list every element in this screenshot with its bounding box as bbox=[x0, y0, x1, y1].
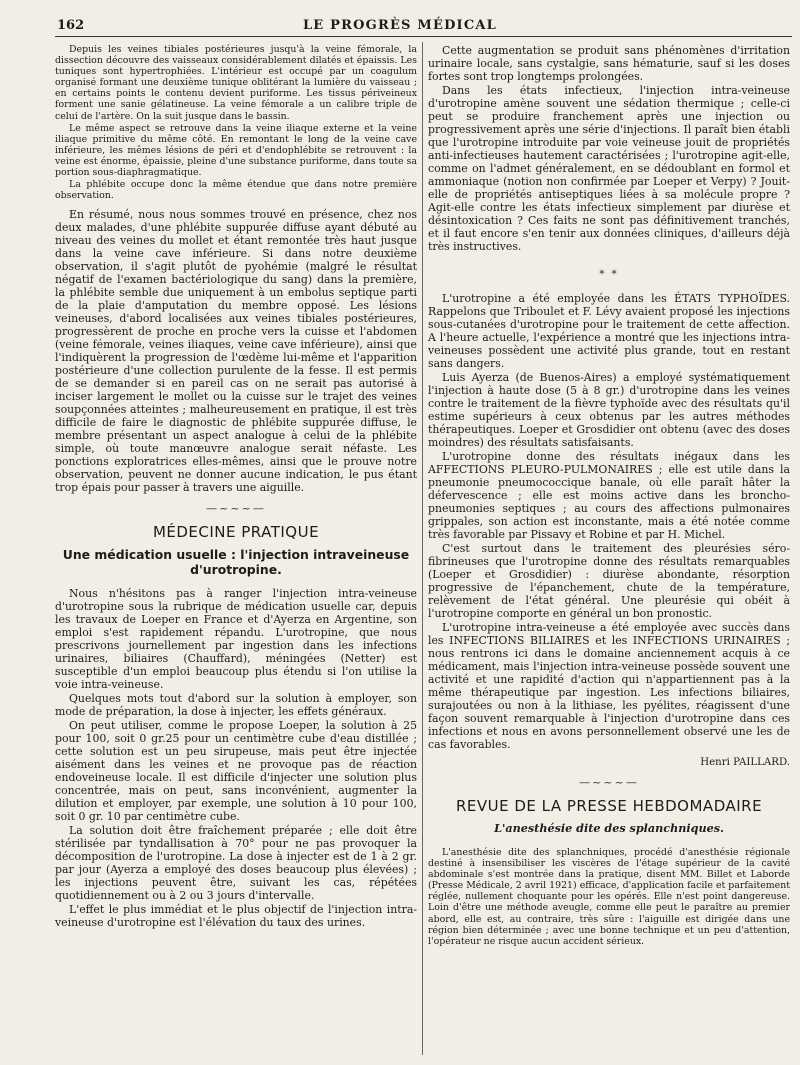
left-column bbox=[55, 44, 417, 930]
article-paragraph: On peut utiliser, comme le propose Loeper, la solution à 25 pour 100, soit 0 gr.25 pour un centimètre cube d'eau distillée ; cette solution est un peu sirupeuse, mais peut être injectée aisément dans les veines et ne provoque pas de réaction endoveineuse locale. Il est difficile d'injecter une solution plus concentrée, mais on peut, sans inconvénient, augmenter la dilution et employer, par exemple, une solution à 10 pour 100, soit 0 gr. 10 par centimètre cube. bbox=[55, 719, 417, 824]
article-title: Une médication usuelle : l'injection intraveineuse d'urotropine. bbox=[62, 547, 410, 578]
article-paragraph: La solution doit être fraîchement préparée ; elle doit être stérilisée par tyndallisation à 70° pour ne pas provoquer la décomposition de l'urotropine. La dose à injecter est de 1 à 2 gr. par jour (Ayerza a employé des doses beaucoup plus élevées) ; les injections peuvent être, suivant les cas, répétées quotidiennement ou à 2 ou 3 jours d'intervalle. bbox=[55, 824, 417, 903]
article-paragraph: L'urotropine donne des résultats inégaux dans les AFFECTIONS PLEURO-PULMONAIRES ; elle est utile dans la pneumonie pneumococcique banale, où elle paraît hâter la défervescence ; elle est moins active dans les broncho-pneumonies septiques ; au cours des affections pulmonaires grippales, son action est inconstante, mais a été notée comme très favorable par Pissavy et Robine et par H. Michel. bbox=[428, 450, 790, 541]
article-paragraph: L'effet le plus immédiat et le plus objectif de l'injection intra-veineuse d'urotropine est l'élévation du taux des urines. bbox=[55, 903, 417, 930]
section-stars: * * bbox=[599, 269, 619, 280]
article-paragraph: Luis Ayerza (de Buenos-Aires) a employé systématiquement l'injection à haute dose (5 à 8 gr.) d'urotropine dans les veines contre le traitement de la fièvre typhoïde avec des résultats qu'il estime supérieurs à ceux obtenus par les autres méthodes thérapeutiques. Loeper et Grosdidier ont obtenu (avec des doses moindres) des résultats satisfaisants. bbox=[428, 371, 790, 449]
page-number: 162 bbox=[57, 18, 85, 33]
article-paragraph: L'urotropine a été employée dans les ÉTATS TYPHOÏDES. Rappelons que Triboulet et F. Lévy avaient proposé les injections sous-cutanées d'urotropine pour le traitement de cette affection. A l'heure actuelle, l'expérience a montré que les injections intra-veineuses possèdent une activité plus grande, tout en restant sans dangers. bbox=[428, 292, 790, 370]
section-title: REVUE DE LA PRESSE HEBDOMADAIRE bbox=[455, 797, 763, 815]
right-column bbox=[428, 44, 790, 948]
ornament-divider: —~~~— bbox=[206, 502, 266, 516]
summary-paragraph: En résumé, nous nous sommes trouvé en présence, chez nos deux malades, d'une phlébite suppurée diffuse ayant débuté au niveau des veines du mollet et étant remontée très haut jusque dans la veine cave inférieure. Si dans notre deuxième observation, il s'agit plutôt de pyohémie (malgré le résultat négatif de l'examen bactériologique du sang) dans la première, la phlébite semble due uniquement à un embolus septique parti de la plaie d'amputation du membre opposé. Les lésions veineuses, d'abord localisées aux veines tibiales postérieures, progressèrent de proche en proche vers la cuisse et l'abdomen (veine fémorale, veines iliaques, veine cave inférieure), ainsi que l'indiquèrent la progression de l'œdème lui-même et l'apparition postérieure d'une collection purulente de la fesse. Il est permis de se demander si en pareil cas on ne serait pas autorisé à inciser largement le mollet ou la cuisse sur le trajet des veines soupçonnées atteintes ; malheureusement en pratique, il est très difficile de faire le diagnostic de phlébite suppurée diffuse, le membre présentant un aspect analogue à celui de la phlébite simple, où toute manœuvre analogue serait néfaste. Les ponctions exploratrices elles-mêmes, ainsi que le prouve notre observation, peuvent ne donner aucune indication, le pus étant trop épais pour passer à travers une aiguille. bbox=[55, 208, 417, 495]
article-paragraph: Quelques mots tout d'abord sur la solution à employer, son mode de préparation, la dose à injecter, les effets généraux. bbox=[55, 692, 417, 719]
article-paragraph: Cette augmentation se produit sans phénomènes d'irritation urinaire locale, sans cystalgie, sans hématurie, sauf si les doses fortes sont trop longtemps prolongées. bbox=[428, 44, 790, 83]
running-title: LE PROGRÈS MÉDICAL bbox=[302, 18, 498, 33]
ornament-divider: —~~~— bbox=[579, 776, 639, 789]
article-paragraph: Nous n'hésitons pas à ranger l'injection intra-veineuse d'urotropine sous la rubrique de médication usuelle car, depuis les travaux de Loeper en France et d'Ayerza en Argentine, son emploi s'est rapidement répandu. L'urotropine, que nous prescrivons journellement par ingestion dans les infections urinaires, biliaires (Chauffard), méningées (Netter) est susceptible d'un emploi beaucoup plus étendu si l'on utilise la voie intra-veineuse. bbox=[55, 587, 417, 692]
press-paragraph: L'anesthésie dite des splanchniques, procédé d'anesthésie régionale destiné à insensibiliser les viscères de l'étage supérieur de la cavité abdominale s'est montrée dans la pratique, disent MM. Billet et Laborde (Presse Médicale, 2 avril 1921) efficace, d'application facile et parfaitement réglée, nullement choquante pour les opérés. Elle n'est point dangereuse. Loin d'être une méthode aveugle, comme elle peut le paraître au premier abord, elle est, au contraire, très sûre : l'aiguille est dirigée dans une région bien déterminée ; avec une bonne technique et un peu d'attention, l'opérateur ne risque aucun accident sérieux. bbox=[428, 847, 790, 947]
observation-paragraph: Le même aspect se retrouve dans la veine iliaque externe et la veine iliaque primitive du même côté. En remontant le long de la veine cave inférieure, les mêmes lésions de péri et d'endophlébite se retrouvent : la veine est énorme, épaissie, pleine d'une substance puriforme, dans toute sa portion sous-diaphragmatique. bbox=[55, 122, 417, 179]
author-signature: Henri PAILLARD. bbox=[700, 757, 790, 768]
article-paragraph: Dans les états infectieux, l'injection intra-veineuse d'urotropine amène souvent une sédation thermique ; celle-ci peut se produire franchement après une injection ou progressivement après une série d'injections. Il paraît bien établi que l'urotropine introduite par voie veineuse jouit de propriétés anti-infectieuses hautement caractérisées ; l'urotropine agit-elle, comme on l'admet généralement, en se dédoublant en formol et ammoniaque (notion non confirmée par Loeper et Verpy) ? Jouit-elle de propriétés antiseptiques liées à sa molécule propre ? Agit-elle contre les états infectieux simplement par diurèse et désintoxication ? Ces faits ne sont pas définitivement tranchés, et il faut encore s'en tenir aux données cliniques, d'ailleurs déjà très instructives. bbox=[428, 84, 790, 253]
article-paragraph: L'urotropine intra-veineuse a été employée avec succès dans les INFECTIONS BILIAIRES et les INFECTIONS URINAIRES ; nous rentrons ici dans le domaine anciennement acquis à ce médicament, mais l'injection intra-veineuse possède souvent une activité et une rapidité d'action qui n'appartiennent pas à la même thérapeutique par ingestion. Les infections biliaires, surajoutées ou non à la lithiase, les pyélites, réagissent d'une façon souvent remarquable à l'injection d'urotropine dans ces infections et nous en avons personnellement observé une les de cas favorables. bbox=[428, 621, 790, 751]
section-title: MÉDECINE PRATIQUE bbox=[152, 523, 320, 542]
article-paragraph: C'est surtout dans le traitement des pleurésies séro-fibrineuses que l'urotropine donne des résultats remarquables (Loeper et Grosdidier) : diurèse abondante, résorption progressive de l'épanchement, chute de la température, relèvement de l'état général. Une pleurésie qui obéit à l'urotropine comporte en général un bon pronostic. bbox=[428, 542, 790, 620]
column-divider bbox=[422, 42, 423, 1055]
observation-paragraph: La phlébite occupe donc la même étendue que dans notre première observation. bbox=[55, 179, 417, 202]
subsection-title: L'anesthésie dite des splanchniques. bbox=[494, 821, 724, 835]
observation-paragraph: Depuis les veines tibiales postérieures jusqu'à la veine fémorale, la dissection découvre des vaisseaux considérablement dilatés et épaissis. Les tuniques sont hypertrophiées. L'intérieur est occupé par un coagulum organisé formant une deuxième tunique oblitérant la lumière du vaisseau ; en certains points le contenu devient puriforme. Les tissus périveineux forment une sanie gélatineuse. La veine fémorale a un calibre triple de celui de l'artère. On la suit jusque dans le bassin. bbox=[55, 44, 417, 122]
header-rule bbox=[55, 36, 792, 37]
